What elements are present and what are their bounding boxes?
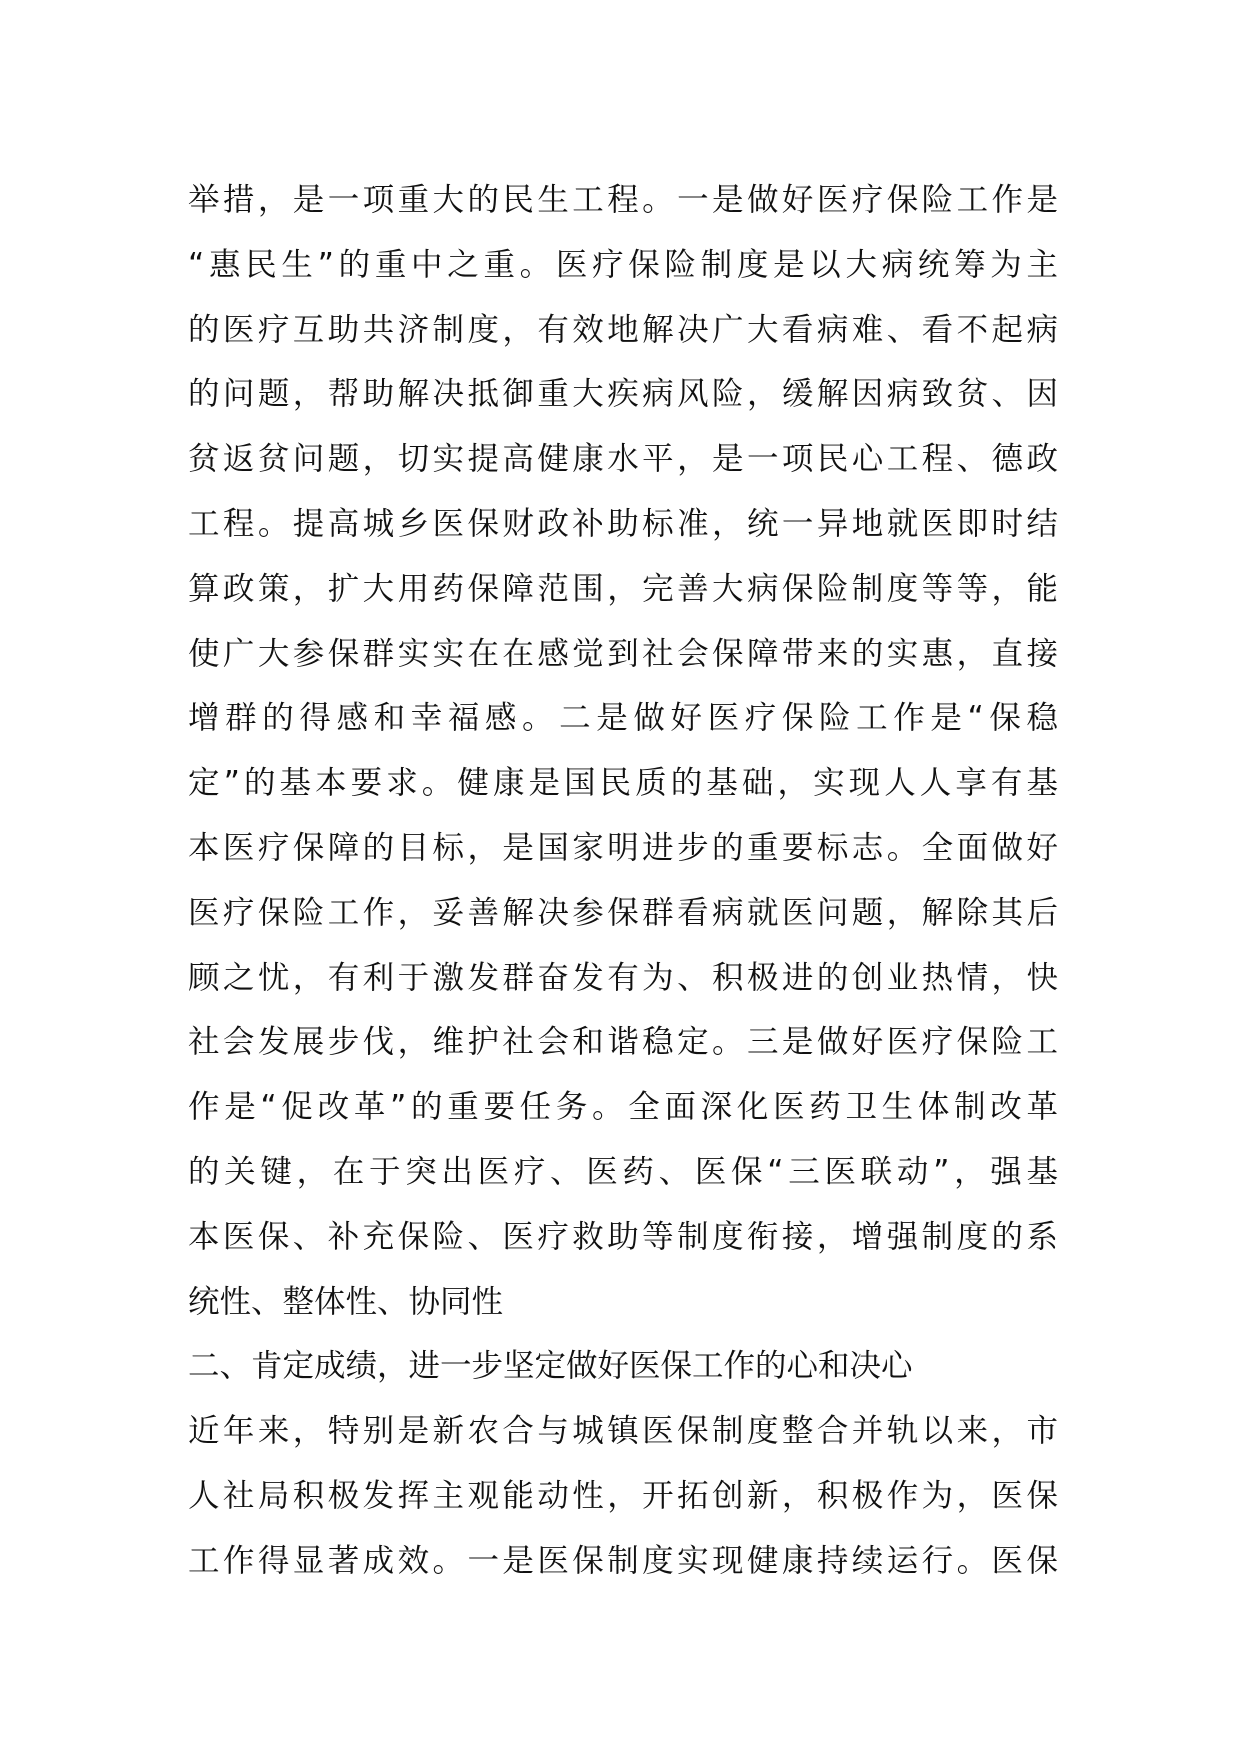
text-line: 医疗保险工作，妥善解决参保群看病就医问题，解除其后 — [188, 894, 1058, 931]
text-line: 的关键，在于突出医疗、医药、医保“三医联动”，强基 — [188, 1153, 1058, 1190]
section-heading: 二、肯定成绩，进一步坚定做好医保工作的心和决心 — [188, 1348, 913, 1385]
text-line: “惠民生”的重中之重。医疗保险制度是以大病统筹为主 — [188, 246, 1058, 283]
text-line: 顾之忧，有利于激发群奋发有为、积极进的创业热情，快 — [188, 959, 1058, 996]
text-line: 社会发展步伐，维护社会和谐稳定。三是做好医疗保险工 — [188, 1024, 1058, 1061]
text-line: 的问题，帮助解决抵御重大疾病风险，缓解因病致贫、因 — [188, 376, 1058, 413]
text-line: 算政策，扩大用药保障范围，完善大病保险制度等等，能 — [188, 570, 1058, 607]
text-line: 工程。提高城乡医保财政补助标准，统一异地就医即时结 — [188, 505, 1058, 542]
text-line: 使广大参保群实实在在感觉到社会保障带来的实惠，直接 — [188, 635, 1058, 672]
text-line: 近年来，特别是新农合与城镇医保制度整合并轨以来，市 — [188, 1413, 1058, 1450]
text-line: 定”的基本要求。健康是国民质的基础，实现人人享有基 — [188, 765, 1058, 802]
text-line: 增群的得感和幸福感。二是做好医疗保险工作是“保稳 — [188, 700, 1058, 737]
text-line: 工作得显著成效。一是医保制度实现健康持续运行。医保 — [188, 1542, 1058, 1579]
text-line: 本医保、补充保险、医疗救助等制度衔接，增强制度的系 — [188, 1218, 1058, 1255]
paragraph-end-line: 统性、整体性、协同性 — [188, 1283, 504, 1320]
text-line: 作是“促改革”的重要任务。全面深化医药卫生体制改革 — [188, 1089, 1058, 1126]
text-line: 贫返贫问题，切实提高健康水平，是一项民心工程、德政 — [188, 441, 1058, 478]
text-line: 举措，是一项重大的民生工程。一是做好医疗保险工作是 — [188, 182, 1058, 218]
text-line: 的医疗互助共济制度，有效地解决广大看病难、看不起病 — [188, 311, 1058, 348]
body-text — [188, 168, 1058, 1594]
text-line: 人社局积极发挥主观能动性，开拓创新，积极作为，医保 — [188, 1477, 1058, 1514]
text-line: 本医疗保障的目标，是国家明进步的重要标志。全面做好 — [188, 829, 1058, 866]
